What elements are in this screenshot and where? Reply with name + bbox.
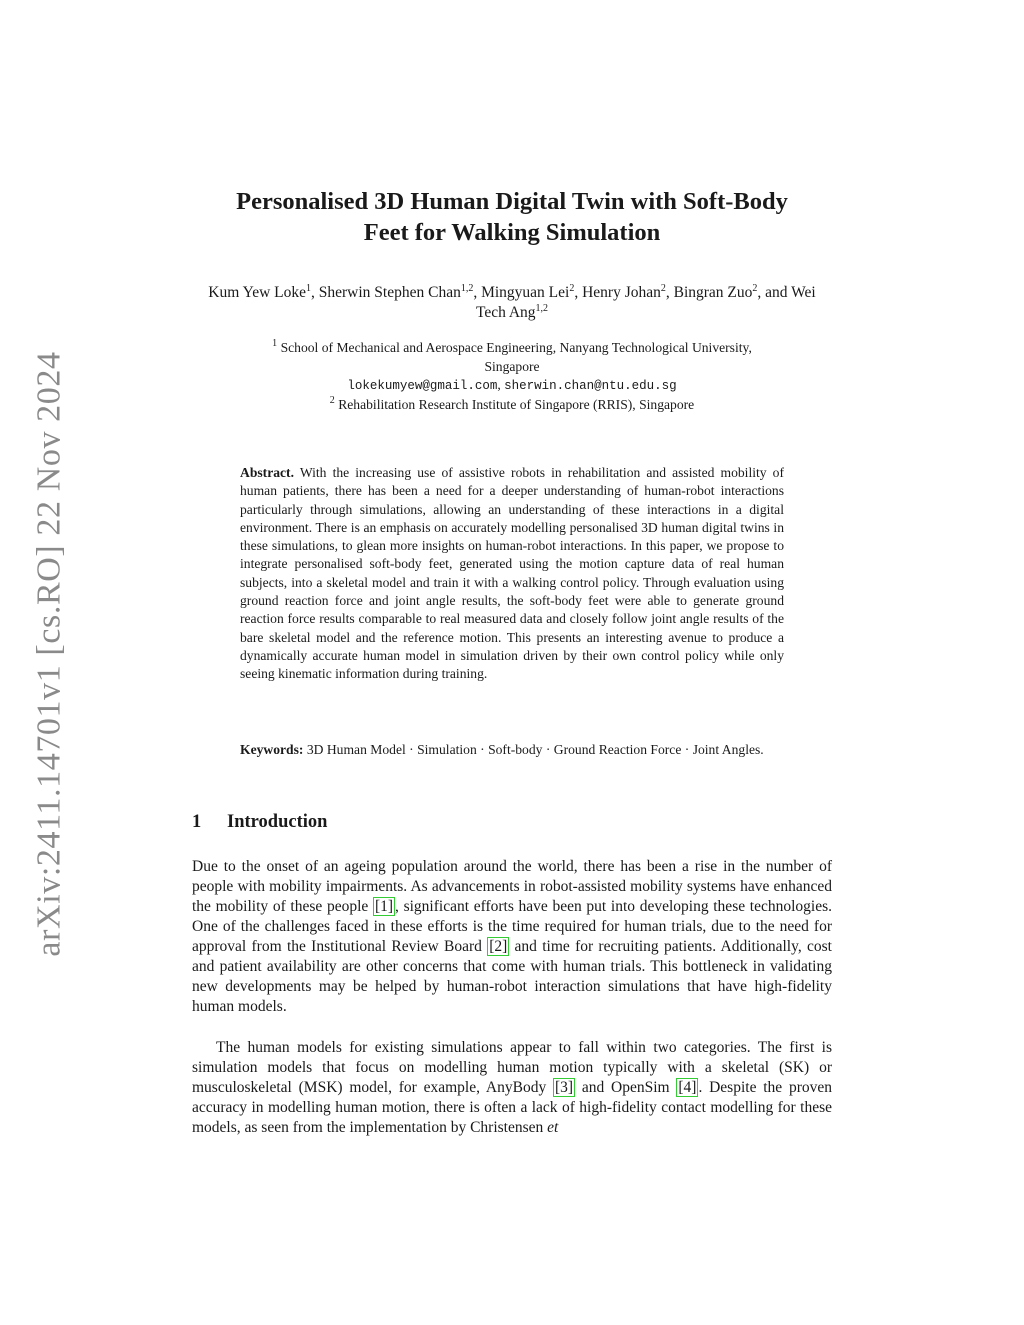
author-affil-mark: 2 [569,283,575,294]
abstract-label: Abstract. [240,465,294,480]
author-affil-mark: 2 [752,283,758,294]
author-name: Kum Yew Loke [208,284,307,301]
keywords-text: 3D Human Model · Simulation · Soft-body · Ground Reaction Force · Joint Angles. [306,742,764,757]
paragraph-text: Due to the onset of an ageing population around the world, there has been a rise in the number of people with mobility impairments. As advancements in robot-assisted mobility systems have enhanced the mobility of these people [192,858,832,915]
section-number: 1 [192,812,202,832]
author-name: Bingran Zuo [673,284,753,301]
author-affil-mark: 1,2 [460,283,474,294]
section-heading [192,812,327,833]
paragraph-text: and time for recruiting patients. Additionally, cost and patient availability are other concerns that come with human trials. This bottleneck in validating new developments may be helped by human-robot interaction simulations that have high-fidelity human models. [192,938,832,1015]
abstract-text: With the increasing use of assistive robots in rehabilitation and assisted mobility of human patients, there has been a need for a deeper understanding of human-robot interactions particularly through simulations, allowing an understanding of these interactions in a digital environment. There is an emphasis on accurately modelling personalised 3D human digital twins in these simulations, to glean more insights on human-robot interactions. In this paper, we propose to integrate personalised soft-body feet, generated using the motion capture data of real human subjects, into a skeletal model and train it with a walking control policy. Through evaluation using ground reaction force and joint angle results, the soft-body feet were able to generate ground reaction force results comparable to real measured data and closely follow joint angle results of the bare skeletal model and the reference motion. This presents an interesting avenue to produce a dynamically accurate human model in simulation driven by their own control policy while only seeing kinematic information during training. [240,465,784,682]
affiliation-2-mark: 2 [329,394,335,406]
paragraph-text: , significant efforts have been put into developing these technologies. One of the challenges faced in these efforts is the time required for human trials, due to the need for approval from the Institutional Review Board [192,898,832,955]
paper-title [190,186,834,248]
author-name: Wei Tech Ang [475,284,816,321]
paragraph-text: and OpenSim [575,1079,677,1096]
intro-paragraph-1 [192,857,832,1017]
keywords [240,740,784,759]
author-name: Henry Johan [582,284,661,301]
email-line: lokekumyew@gmail.com, sherwin.chan@ntu.edu.sg [347,377,677,393]
affiliation-1-line-1: School of Mechanical and Aerospace Engineering, Nanyang Technological University, [280,340,752,355]
author-name: Mingyuan Lei [481,284,570,301]
paragraph-text-italic: et [547,1119,559,1136]
author-list: Kum Yew Loke$^1$, Sherwin Stephen Chan$^{1,2}$, Mingyuan Lei$^2$, Henry Johan$^2$, Bingran Zuo$^2$, and Wei Tech Ang$^{1,2}$ [208,283,816,321]
paragraph-text: The human models for existing simulations appear to fall within two categories. The first is simulation models that focus on modelling human motion typically with a skeletal (SK) or musculoskeletal (MSK) model, for example, AnyBody [192,1039,832,1096]
keywords-label: Keywords: [240,742,304,757]
title-line-2: Feet for Walking Simulation [363,219,661,246]
arxiv-identifier-text: arXiv:2411.14701v1 [cs.RO] 22 Nov 2024 [31,351,68,957]
email-link[interactable]: sherwin.chan@ntu.edu.sg [504,379,677,393]
intro-paragraph-2 [192,1038,832,1138]
paragraph-text: . Despite the proven accuracy in modelling human motion, there is often a lack of high-fidelity contact modelling for these models, as seen from the implementation by Christensen [192,1079,833,1136]
affiliations [215,339,809,414]
citation-link[interactable]: [1] [374,898,394,915]
author-affil-mark: 1,2 [535,303,549,314]
affiliation-1-line-2: Singapore [484,358,540,374]
affiliation-2 [215,396,809,415]
citation-link[interactable]: [4] [678,1079,697,1096]
author-affil-mark: 1 [306,283,312,294]
author-affil-mark: 2 [660,283,666,294]
citation-link[interactable]: [2] [489,938,508,955]
section-title: Introduction [227,812,328,832]
affiliation-1 [215,339,809,376]
arxiv-identifier [18,351,82,957]
author-name: Sherwin Stephen Chan [318,284,461,301]
email-link[interactable]: lokekumyew@gmail.com [347,379,498,393]
abstract [240,464,784,684]
title-line-1: Personalised 3D Human Digital Twin with Soft-Body [236,188,788,215]
affiliation-2-text: Rehabilitation Research Institute of Singapore (RRIS), Singapore [338,396,695,412]
citation-link[interactable]: [3] [555,1079,574,1096]
affiliation-1-mark: 1 [272,338,278,349]
